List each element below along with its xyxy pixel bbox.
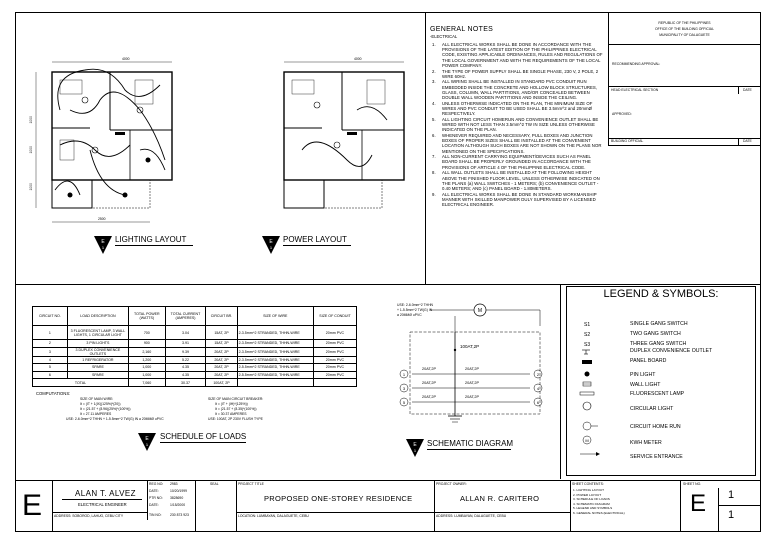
power-title-underline xyxy=(283,245,351,246)
duplex-outlet-icon xyxy=(582,350,590,354)
circuit-number: 3 xyxy=(402,386,406,391)
divider-horizontal xyxy=(15,284,560,285)
engineer-name: ALAN T. ALVEZ xyxy=(75,489,136,498)
comp-right-line: It = (IT + (IH)*(125%)) xyxy=(215,402,248,406)
date-2-label: DATE: xyxy=(149,503,159,507)
table-row: 3 3 DUPLEX CONVENIENCE OUTLETS 2,160 9.39 20AT, 2P 2-3.5mm^2 STRANDED, THHN-WIRE 20mm PVC xyxy=(33,347,357,356)
svg-text:M: M xyxy=(585,438,589,443)
schematic-use-note-3: a 20MMØ uPVC xyxy=(397,313,422,317)
legend-symbol-s1: S1 xyxy=(584,322,591,328)
table-row: 6 SPARE 1,000 4.35 20AT, 2P 2-5.5mm^2 STRANDED, THHN-WIRE 20mm PVC xyxy=(33,371,357,379)
legend-label: SERVICE ENTRANCE xyxy=(630,454,683,460)
lighting-dim-left-3: 1000 xyxy=(29,182,34,191)
power-badge-num: 1 xyxy=(269,245,273,250)
lighting-dim-left-1: 1000 xyxy=(29,115,34,124)
approval-date-divider xyxy=(738,86,739,94)
legend-label: SINGLE GANG SWITCH xyxy=(630,321,688,327)
project-location: LOCATION: LUMBAYAN, DALAGUETE, CEBU xyxy=(238,514,309,518)
engineer-title: ELECTRICAL ENGINEER xyxy=(78,502,127,507)
branch-breaker-label: 20AT,2P xyxy=(422,367,437,371)
note-item: 7. ALL NON-CURRENT CARRYING EQUIPMENT/DEVICES SUCH AS PANEL BOARD SHALL BE PROPERLY GROUNDED IN ACCORDANCE WITH THE PROVISIONS OF ARTICLE 4 OF THE PHILIPPINE ELECTRICAL CODE. xyxy=(432,154,591,170)
engineer-name-underline xyxy=(62,499,142,500)
project-owner-label: PROJECT OWNER: xyxy=(436,482,467,486)
branch-breaker-label: 20AT,2P xyxy=(422,381,437,385)
legend-label: FLUORESCENT LAMP xyxy=(630,391,685,397)
legend-label: THREE GANG SWITCH xyxy=(630,341,687,347)
legend-label: CIRCUIT HOME RUN xyxy=(630,424,681,430)
comp-right-line: SIZE OF MAIN CIRCUIT BREAKER: xyxy=(208,397,264,401)
schematic-title-underline xyxy=(427,449,511,450)
project-title: PROPOSED ONE-STOREY RESIDENCE xyxy=(264,494,413,503)
date-1-label: DATE: xyxy=(149,489,159,493)
comp-right-line: USE: 100AT, 2P 230V FLUSH TYPE xyxy=(208,417,263,421)
schedule-header-cell: LOAD DESCRIPTION xyxy=(67,307,128,326)
divider-legend-top xyxy=(560,284,761,285)
schedule-total-row: TOTAL 7,060 30.37 100AT, 2P xyxy=(33,379,357,387)
note-item: 1. ALL ELECTRICAL WORKS SHALL BE DONE IN ACCORDANCE WITH THE PROVISIONS OF THE LATEST EDITION OF THE PHILIPPINES ELECTRICAL CODE, EXISTING APPLICABLE ORDINANCES, RULES AND REGULATIONS OF THE LOCAL GOVERNMENT AND WITH THE REQUIREMENTS OF THE LOCAL POWER COMPANY. xyxy=(432,42,603,68)
lighting-title-badge xyxy=(92,234,114,256)
tb-divider xyxy=(434,480,435,532)
engineer-address: ADDRESS: SOBOROD, LAHUG, CEBU CITY xyxy=(54,514,124,518)
schedule-header-row xyxy=(33,307,357,326)
branch-breaker-label: 20AT,2P xyxy=(465,395,480,399)
sheet-contents-label: SHEET CONTENTS: xyxy=(572,482,604,486)
comp-left-line: It = (21.57 + (8.96)(25%)*(100%)) xyxy=(80,407,131,411)
lighting-dim-left-2: 1000 xyxy=(29,145,34,154)
sheet-contents-item: 5. LEGEND AND SYMBOLS xyxy=(573,506,613,510)
seal-label: SEAL xyxy=(210,482,219,486)
circuit-number: 1 xyxy=(402,372,406,377)
computations-title: COMPUTATIONS: xyxy=(36,391,71,396)
schematic-title: SCHEMATIC DIAGRAM xyxy=(427,439,514,448)
table-row: 1 3 FLUORESCENT LAMP, 3 WALL LIGHTS, 1 CIRCULAR LIGHT 700 3.04 15AT, 2P 2-3.5mm^2 STRANDED, THHN-WIRE 20mm PVC xyxy=(33,326,357,340)
approval-header-2: OFFICE OF THE BUILDING OFFICIAL xyxy=(655,27,714,31)
sheet-total: 1 xyxy=(728,509,735,521)
service-entrance-icon xyxy=(580,452,600,456)
tb-divider xyxy=(434,512,570,513)
sheet-letter: E xyxy=(690,490,707,517)
power-badge-letter: E xyxy=(269,239,273,245)
power-title-badge xyxy=(260,234,282,256)
lighting-badge-letter: E xyxy=(101,239,105,245)
legend-label: WALL LIGHT xyxy=(630,382,661,388)
comp-left-line: It = 27.11 AMPERES xyxy=(80,412,112,416)
schematic-title-badge xyxy=(404,437,426,459)
schedule-of-loads-table xyxy=(32,306,357,387)
comp-left-line: It = (IT + 1(IX)(125%)*(20)) xyxy=(80,402,121,406)
schedule-badge-letter: E xyxy=(145,436,149,442)
ptr-no-value: 3828690 xyxy=(170,496,184,500)
ptr-no-label: PTR NO: xyxy=(149,496,163,500)
notes-subtitle: -ELECTRICAL xyxy=(430,34,458,39)
pin-light-icon xyxy=(585,372,590,377)
lighting-layout-plan xyxy=(30,50,190,250)
power-layout-title: POWER LAYOUT xyxy=(283,235,347,244)
legend-label: TWO GANG SWITCH xyxy=(630,331,681,337)
reg-no-label: REG NO: xyxy=(149,482,164,486)
schedule-title-badge xyxy=(136,431,158,453)
circuit-number: 2 xyxy=(536,372,540,377)
main-breaker-label: 100AT,2P xyxy=(460,344,480,349)
tb-divider xyxy=(147,480,148,520)
approval-date-divider xyxy=(738,138,739,146)
table-row: 5 SPARE 1,000 4.35 20AT, 2P 2-5.5mm^2 STRANDED, THHN-WIRE 20mm PVC xyxy=(33,364,357,372)
notes-list xyxy=(432,42,604,208)
legend-label: PIN LIGHT xyxy=(630,372,656,378)
schedule-header-cell: CIRCUIT BR. xyxy=(206,307,237,326)
approval-date-2: DATE xyxy=(743,139,752,143)
table-row: 4 1 REFRIGERATOR 1,200 5.22 20AT, 2P 2-3.5mm^2 STRANDED, THHN-WIRE 20mm PVC xyxy=(33,356,357,364)
tb-divider xyxy=(195,480,196,532)
schedule-header-cell: CIRCUIT NO. xyxy=(33,307,68,326)
date-1-value: 10/20/1999 xyxy=(170,489,187,493)
legend-label: PANEL BOARD xyxy=(630,358,667,364)
approval-header-1: REPUBLIC OF THE PHILIPPINES xyxy=(658,21,711,25)
legend-symbol-s3: S3 xyxy=(584,342,591,348)
comp-right-line: It = 30.37 AMPERES xyxy=(215,412,247,416)
circuit-number: 4 xyxy=(536,386,540,391)
lighting-dim-top: 4000 xyxy=(122,57,130,61)
tb-divider xyxy=(52,512,147,513)
reg-no-value: 2983 xyxy=(170,482,178,486)
branch-breaker-label: 20AT,2P xyxy=(422,395,437,399)
lighting-title-underline xyxy=(115,245,193,246)
schedule-badge-num: 1 xyxy=(145,442,149,447)
approval-header-3: MUNICIPALITY OF DALAGUETE xyxy=(659,33,710,37)
fluorescent-lamp-icon xyxy=(580,392,594,395)
schedule-title: SCHEDULE OF LOADS xyxy=(160,432,247,441)
legend-symbol-s2: S2 xyxy=(584,332,591,338)
owner-address: ADDRESS: LUMBAYAN, DALAGUETE, CEBU xyxy=(436,514,507,518)
note-item: 4. UNLESS OTHERWISE INDICATED ON THE PLAN, THE MINIMUM SIZE OF WIRES AND PVC CONDUIT TO BE USED SHALL BE 3.5mm^2 and 20mmØ RESPECTIVELY. xyxy=(432,100,593,117)
date-2-value: 1/15/2000 xyxy=(170,503,186,507)
sheet-fraction-line xyxy=(718,505,761,506)
sheet-contents-item: 1. LIGHTING LAYOUT xyxy=(573,488,605,492)
legend-label: DUPLEX CONVENIENCE OUTLET xyxy=(630,348,713,354)
titleblock-top-border xyxy=(15,480,761,481)
tin-no-value: 230 873 923 xyxy=(170,513,189,517)
lighting-dim-bottom: 2500 xyxy=(98,217,106,221)
sheet-number: 1 xyxy=(728,489,735,501)
circuit-number: 6 xyxy=(536,400,540,405)
panel-board-icon xyxy=(582,360,592,364)
tb-divider xyxy=(236,480,237,532)
power-layout-plan xyxy=(262,50,422,250)
building-official-label: BUILDING OFFICIAL xyxy=(611,139,644,143)
notes-title: GENERAL NOTES xyxy=(430,26,494,33)
note-item: 9. ALL ELECTRICAL WORKS SHALL BE DONE IN STANDARD WORKMANSHIP MANNER WITH SKILLED MANPOWER DULY SUPERVISED BY A LICENSED ELECTRICAL ENGINEER. xyxy=(432,191,597,208)
sheet-contents-item: 3. SCHEDULE OF LOADS xyxy=(573,497,610,501)
schedule-header-cell: TOTAL CURRENT (AMPERES) xyxy=(165,307,206,326)
legend-label: CIRCULAR LIGHT xyxy=(630,406,674,412)
kwh-meter-icon xyxy=(583,436,591,444)
branch-breaker-label: 20AT,2P xyxy=(465,367,480,371)
legend-title: LEGEND & SYMBOLS: xyxy=(603,288,719,300)
circular-light-icon xyxy=(583,402,591,410)
sheet-contents-item: 6. GENERAL NOTES (ELECTRICAL) xyxy=(573,510,625,515)
tin-no-label: TIN NO: xyxy=(149,513,162,517)
schematic-diagram xyxy=(390,296,560,436)
circuit-home-run-icon xyxy=(583,422,598,430)
branch-breaker-label: 20AT,2P xyxy=(465,381,480,385)
wall-light-icon xyxy=(583,382,591,386)
power-dim-top: 4000 xyxy=(354,57,362,61)
recommending-approval-label: RECOMMENDING APPROVAL: xyxy=(612,62,661,66)
titleblock-big-letter: E xyxy=(22,489,43,522)
note-item: 2. THE TYPE OF POWER SUPPLY SHALL BE SINGLE PHASE, 230 V, 2 POLE, 2 WIRE 60Hz. xyxy=(432,68,599,79)
note-item: 6. WHENEVER REQUIRED AND NECESSARY, PULL BOXES AND JUNCTION BOXES OF PROPER SIZES SHALL BE INSTALLED AT THE CONVENIENT LOCATION ALTHOUGH SUCH BOXES ARE NOT SHOWN ON THE PLANS NOR MENTIONED ON THE SPECIFICATIONS. xyxy=(432,132,602,154)
tb-divider xyxy=(718,488,719,532)
tb-divider xyxy=(52,480,53,532)
tb-divider xyxy=(570,480,571,532)
tb-divider xyxy=(236,512,434,513)
approval-date-1: DATE xyxy=(743,88,752,92)
comp-left-line: USE: 2-6.0mm^2 THHN + 1-5.5mm^2 TW(G) IN a 20MMØ uPVC xyxy=(66,417,164,421)
tb-divider xyxy=(680,480,681,532)
sheet-contents-item: 4. SCHEMATIC DIAGRAM xyxy=(573,501,610,506)
comp-left-line: SIZE OF MAIN WIRE: xyxy=(80,397,114,401)
divider-vertical-notes xyxy=(425,12,426,284)
note-item: 5. ALL LIGHTING CIRCUIT HOMERUN AND CONVENIENCE OUTLET SHALL BE WIRED WITH NOT LESS THAN 3.5mm^2 TW IN SIZE UNLESS OTHERWISE INDICATED ON THE PLAN. xyxy=(432,116,599,133)
legend-symbols xyxy=(574,316,614,466)
lighting-layout-title: LIGHTING LAYOUT xyxy=(115,235,187,244)
schematic-use-note-2: + 1-5.5mm^2 TW(G) IN xyxy=(397,308,433,312)
project-title-label: PROJECT TITLE xyxy=(238,482,264,486)
project-owner: ALLAN R. CARITERO xyxy=(460,494,540,503)
comp-right-line: It = (21.57 + (8.35)*(100%)) xyxy=(215,407,257,411)
lighting-badge-num: 1 xyxy=(101,245,105,250)
table-row: 2 3 PIN LIGHTS 900 3.91 15AT, 2P 2-3.5mm^2 STRANDED, THHN-WIRE 20mm PVC xyxy=(33,340,357,348)
legend-label: KWH METER xyxy=(630,440,662,446)
sheet-no-label: SHEET NO. xyxy=(683,482,702,486)
sheet-contents-item: 2. POWER LAYOUT xyxy=(573,492,602,497)
schematic-badge-letter: E xyxy=(413,442,417,448)
schedule-title-underline xyxy=(160,442,246,443)
divider-vertical-legend xyxy=(560,284,561,479)
note-item: 3. ALL WIRING SHALL BE INSTALLED IN STANDARD PVC CONDUIT RUN EMBEDDED INSIDE THE CONCRETE AND HOLLOW BLOCK STRUCTURES, GLASS, COLUMN, WALL PARTITIONS, AND/OR CONCEALED BETWEEN DOUBLE WALL WOODEN PARTITIONS AND INSIDE THE CEILING. xyxy=(432,79,598,101)
schedule-header-cell: SIZE OF WIRE xyxy=(237,307,313,326)
approved-label: APPROVED: xyxy=(612,112,632,116)
schematic-badge-num: 1 xyxy=(413,448,417,453)
schedule-header-cell: TOTAL POWER (WATTS) xyxy=(129,307,166,326)
schedule-header-cell: SIZE OF CONDUIT xyxy=(313,307,356,326)
head-electrical-label: HEAD ELECTRICAL SECTION xyxy=(611,88,659,92)
approval-divider xyxy=(608,44,761,45)
schematic-use-note-1: USE: 2-6.0mm^2 THHN xyxy=(397,303,434,307)
circuit-number: 5 xyxy=(402,400,406,405)
note-item: 8. ALL WALL OUTLETS SHALL BE INSTALLED AT THE FOLLOWING HEIGHT ABOVE THE FINISHED FLOOR LEVEL, UNLESS OTHERWISE INDICATED ON THE PLANS (a) WALL SWITCHES - 1 METERS; (b) CONVENIENCE OUTLET - 0.40 METERS; AND (c) PANEL BOARD - 1.80METERS. xyxy=(432,170,600,191)
kwh-meter-symbol: M xyxy=(477,308,483,314)
